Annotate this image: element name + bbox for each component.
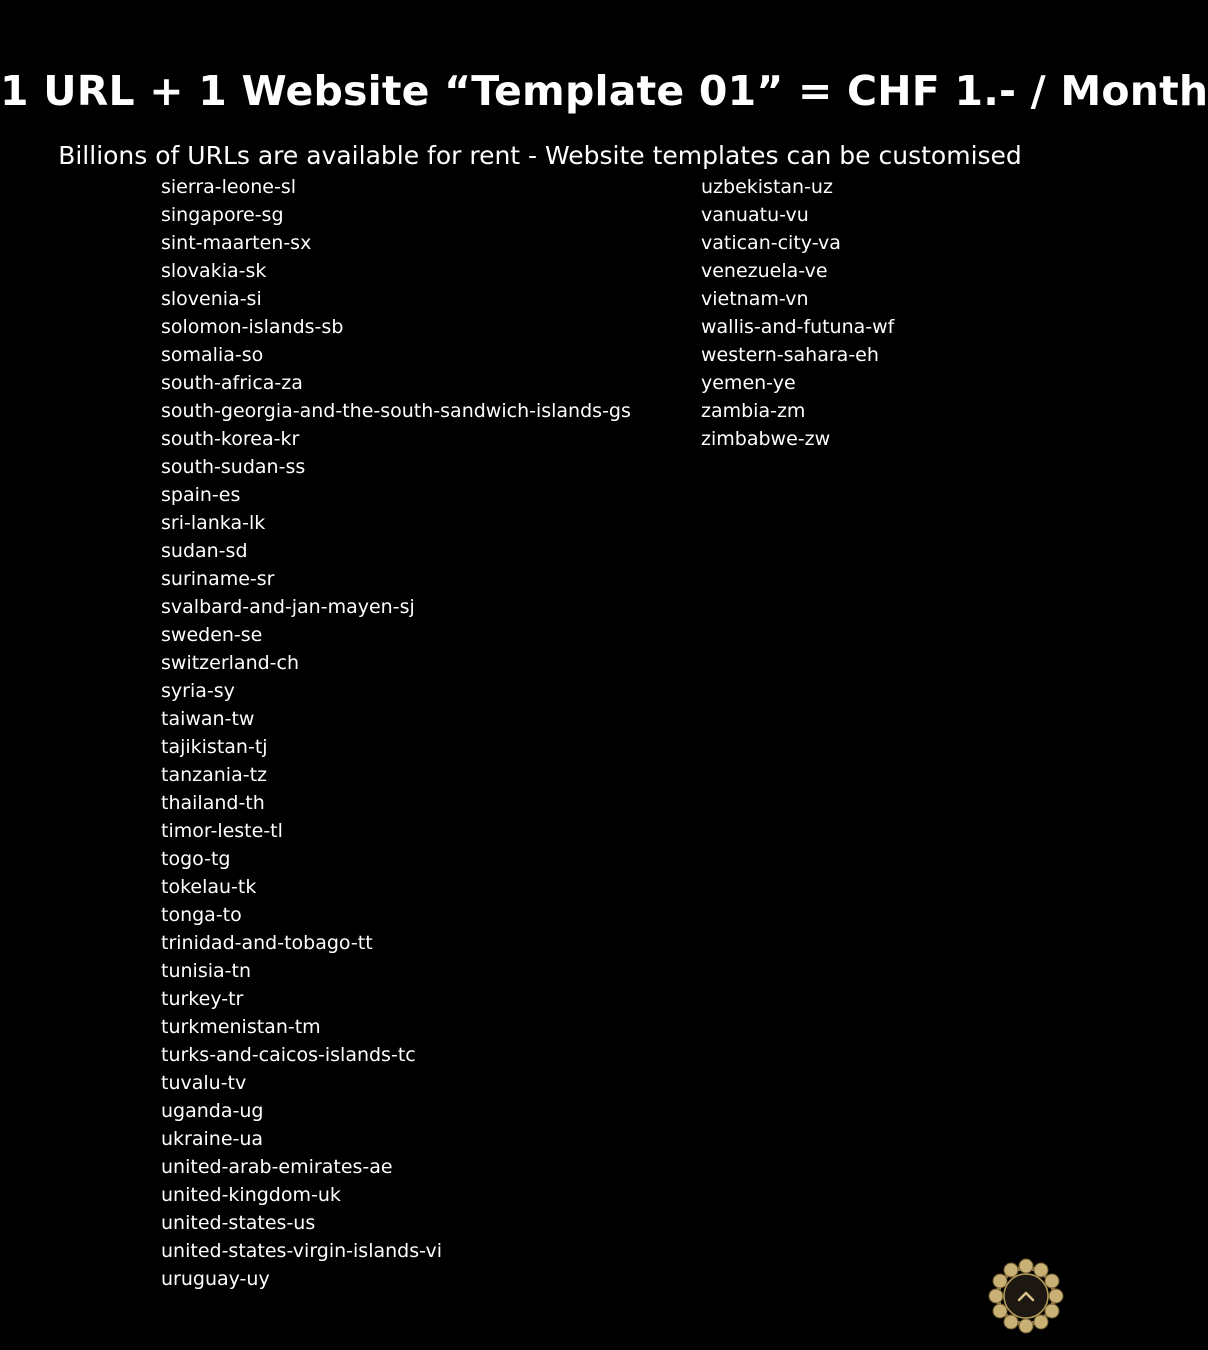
url-item: slovakia-sk: [161, 260, 267, 282]
url-item: syria-sy: [161, 680, 235, 702]
url-item: sint-maarten-sx: [161, 232, 312, 254]
url-item: thailand-th: [161, 792, 265, 814]
url-item: tanzania-tz: [161, 764, 267, 786]
url-item: vietnam-vn: [701, 288, 809, 310]
badge-bead: [1034, 1315, 1048, 1329]
url-item: south-georgia-and-the-south-sandwich-islands-gs: [161, 400, 631, 422]
badge-bead: [1019, 1259, 1033, 1273]
badge-bead: [1004, 1315, 1018, 1329]
badge-bead: [1045, 1304, 1059, 1318]
url-list-right: [701, 173, 894, 453]
url-item: united-arab-emirates-ae: [161, 1156, 393, 1178]
badge-bead: [993, 1274, 1007, 1288]
page-title: 1 URL + 1 Website “Template 01” = CHF 1.- / Month: [0, 67, 1208, 116]
url-item: timor-leste-tl: [161, 820, 283, 842]
badge-bead: [993, 1304, 1007, 1318]
url-item: spain-es: [161, 484, 241, 506]
badge-bead: [1045, 1274, 1059, 1288]
url-item: south-africa-za: [161, 372, 303, 394]
url-item: wallis-and-futuna-wf: [701, 316, 895, 338]
badge-bead: [989, 1289, 1003, 1303]
url-item: trinidad-and-tobago-tt: [161, 932, 373, 954]
url-item: yemen-ye: [701, 372, 796, 394]
url-item: svalbard-and-jan-mayen-sj: [161, 596, 415, 618]
badge-bead: [1034, 1263, 1048, 1277]
url-item: sudan-sd: [161, 540, 248, 562]
url-item: zambia-zm: [701, 400, 806, 422]
url-item: sri-lanka-lk: [161, 512, 266, 534]
badge-bead: [1019, 1319, 1033, 1333]
badge-bead: [1004, 1263, 1018, 1277]
url-item: turks-and-caicos-islands-tc: [161, 1044, 416, 1066]
url-item: switzerland-ch: [161, 652, 300, 674]
url-item: taiwan-tw: [161, 708, 255, 730]
page-subtitle: Billions of URLs are available for rent - Website templates can be customised: [58, 141, 1022, 170]
url-item: western-sahara-eh: [701, 344, 879, 366]
url-item: tuvalu-tv: [161, 1072, 247, 1094]
url-item: singapore-sg: [161, 204, 284, 226]
url-item: vatican-city-va: [701, 232, 841, 254]
url-item: united-states-virgin-islands-vi: [161, 1240, 443, 1262]
badge-bead: [1049, 1289, 1063, 1303]
url-item: uganda-ug: [161, 1100, 264, 1122]
url-item: sierra-leone-sl: [161, 176, 297, 198]
url-item: suriname-sr: [161, 568, 275, 590]
url-item: united-states-us: [161, 1212, 316, 1234]
url-item: uruguay-uy: [161, 1268, 270, 1290]
url-item: sweden-se: [161, 624, 263, 646]
chevron-up-icon: [986, 1256, 1066, 1336]
url-item: south-sudan-ss: [161, 456, 306, 478]
url-item: slovenia-si: [161, 288, 262, 310]
url-item: tajikistan-tj: [161, 736, 268, 758]
url-item: solomon-islands-sb: [161, 316, 344, 338]
url-item: tonga-to: [161, 904, 242, 926]
url-item: tokelau-tk: [161, 876, 257, 898]
scroll-to-top-button[interactable]: [986, 1256, 1066, 1336]
url-item: somalia-so: [161, 344, 264, 366]
url-item: south-korea-kr: [161, 428, 300, 450]
url-item: turkmenistan-tm: [161, 1016, 321, 1038]
url-item: vanuatu-vu: [701, 204, 809, 226]
url-item: venezuela-ve: [701, 260, 828, 282]
url-item: turkey-tr: [161, 988, 244, 1010]
url-item: united-kingdom-uk: [161, 1184, 341, 1206]
url-list-left: [161, 173, 631, 1293]
url-item: togo-tg: [161, 848, 231, 870]
url-item: ukraine-ua: [161, 1128, 264, 1150]
url-item: zimbabwe-zw: [701, 428, 831, 450]
url-item: tunisia-tn: [161, 960, 251, 982]
url-item: uzbekistan-uz: [701, 176, 833, 198]
